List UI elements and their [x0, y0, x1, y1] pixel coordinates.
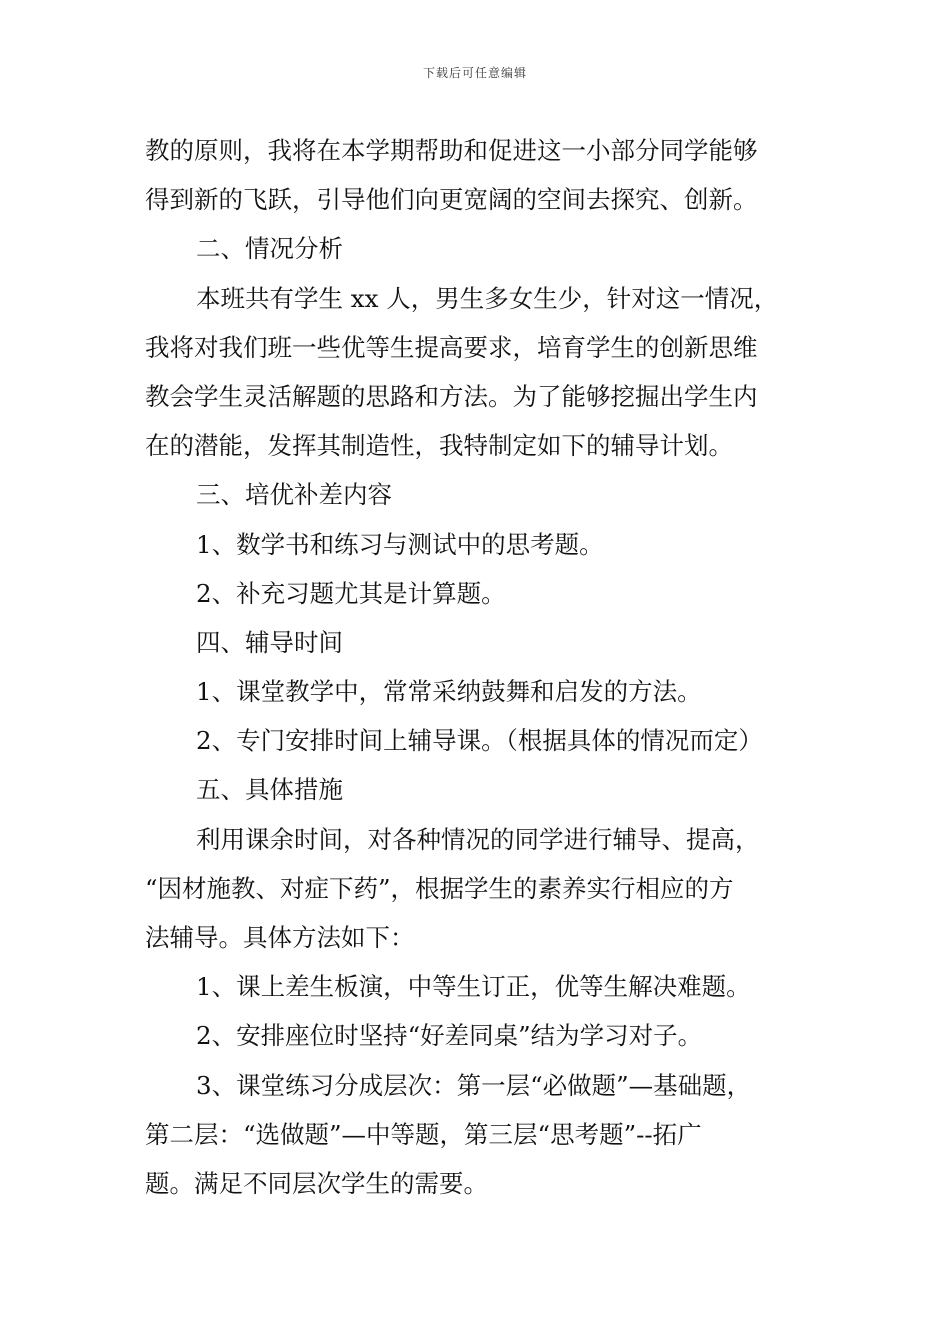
text-line: 题。满足不同层次学生的需要。 — [145, 1168, 488, 1198]
list-item: 3、课堂练习分成层次：第一层“必做题”—基础题， — [196, 1070, 752, 1100]
section-heading: 四、辅导时间 — [196, 627, 343, 657]
text-line: 利用课余时间，对各种情况的同学进行辅导、提高， — [196, 824, 760, 854]
text-line: “因材施教、对症下药”，根据学生的素养实行相应的方 — [145, 873, 734, 903]
section-heading: 二、情况分析 — [196, 234, 343, 264]
list-item: 2、安排座位时坚持“好差同桌”结为学习对子。 — [196, 1021, 703, 1051]
list-item: 1、课上差生板演，中等生订正，优等生解决难题。 — [196, 972, 751, 1002]
page-header: 下载后可任意编辑 — [422, 66, 527, 80]
text-line: 得到新的飞跃，引导他们向更宽阔的空间去探究、创新。 — [145, 185, 758, 215]
list-item: 1、课堂教学中，常常采纳鼓舞和启发的方法。 — [196, 677, 702, 707]
list-item: 2、专门安排时间上辅导课。（根据具体的情况而定） — [196, 726, 763, 756]
text-line: 本班共有学生 xx 人，男生多女生少，针对这一情况， — [196, 283, 779, 313]
list-item: 1、数学书和练习与测试中的思考题。 — [196, 529, 604, 559]
list-item: 2、补充习题尤其是计算题。 — [196, 578, 506, 608]
section-heading: 三、培优补差内容 — [196, 480, 392, 510]
text-line: 教的原则，我将在本学期帮助和促进这一小部分同学能够 — [145, 136, 758, 165]
text-line: 法辅导。具体方法如下： — [145, 923, 415, 952]
text-line: 在的潜能，发挥其制造性，我特制定如下的辅导计划。 — [145, 431, 733, 461]
section-heading: 五、具体措施 — [196, 775, 343, 805]
text-line: 教会学生灵活解题的思路和方法。为了能够挖掘出学生内 — [145, 381, 758, 411]
text-line: 第二层：“选做题”—中等题，第三层“思考题”--拓广 — [145, 1119, 702, 1149]
document-body — [145, 126, 815, 1208]
text-line: 我将对我们班一些优等生提高要求，培育学生的创新思维 — [145, 332, 758, 362]
